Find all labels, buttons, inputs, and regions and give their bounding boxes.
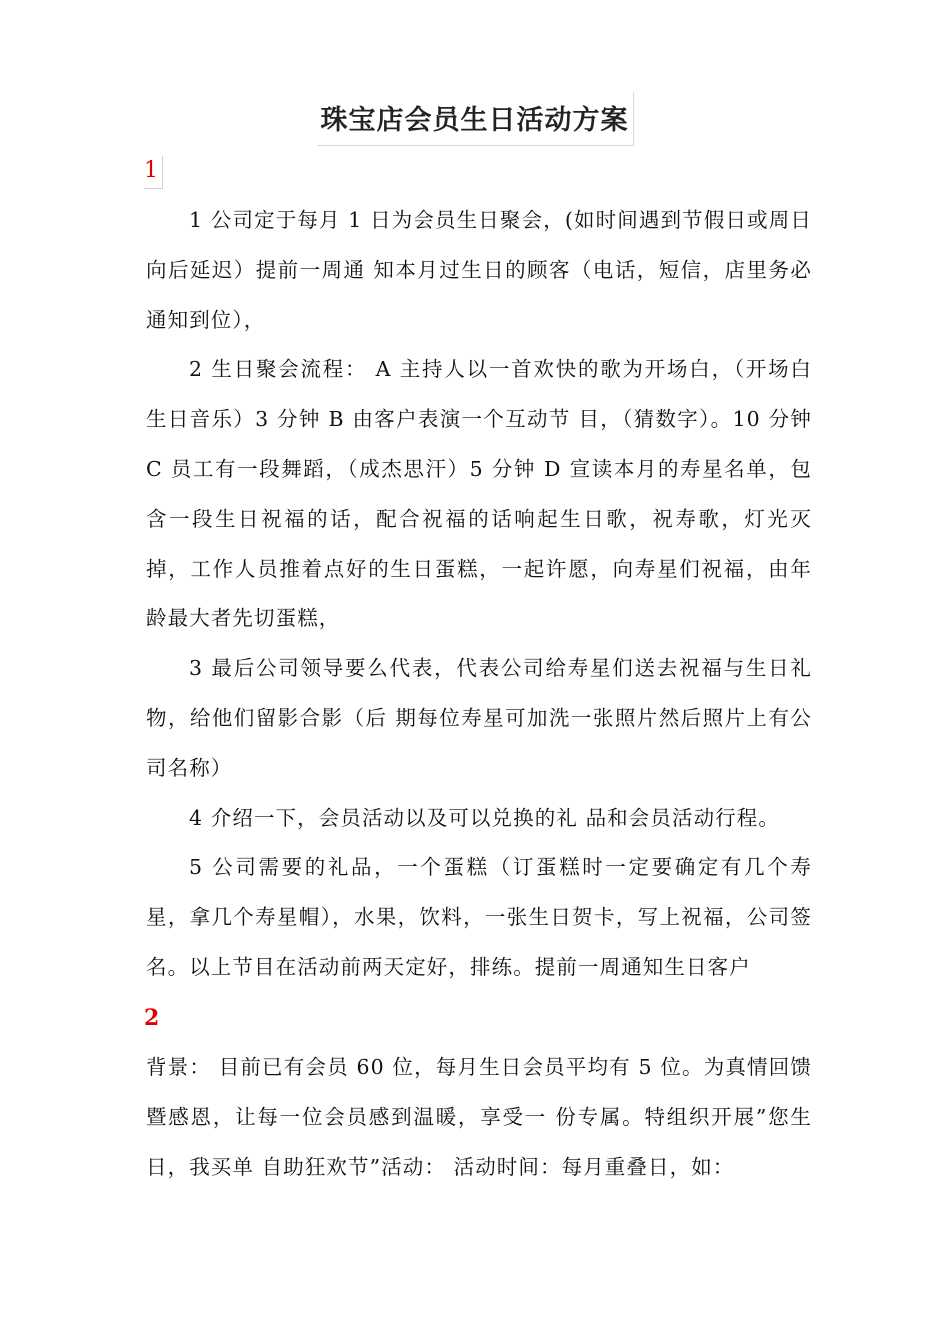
document-title: 珠宝店会员生日活动方案: [317, 92, 634, 146]
section-number-2: 2: [144, 1005, 160, 1031]
paragraph-2: 2 生日聚会流程： A 主持人以一首欢快的歌为开场白，（开场白生日音乐）3 分钟 B 由客户表演一个互动节 目，（猜数字）。10 分钟 C 员工有一段舞蹈，（成杰思汗）5 分钟 D 宣读本月的寿星名单，包含一段生日祝福的话，配合祝福的话响起生日歌，祝寿歌，灯光灭掉，工作人员推着点好的生日蛋糕，一起许愿，向寿星们祝福，由年龄最大者先切蛋糕，: [146, 357, 812, 631]
section-number-1: 1: [144, 156, 163, 189]
paragraph-5: 5 公司需要的礼品，一个蛋糕（订蛋糕时一定要确定有几个寿星，拿几个寿星帽），水果，饮料，一张生日贺卡，写上祝福，公司签名。以上节目在活动前两天定好，排练。提前一周通知生日客户: [146, 855, 812, 979]
section-2-body: [146, 1043, 812, 1192]
title-container: [0, 92, 950, 146]
background-paragraph: 背景： 目前已有会员 60 位，每月生日会员平均有 5 位。为真情回馈暨感恩，让每一位会员感到温暖，享受一 份专属。特组织开展”您生日，我买单 自助狂欢节”活动： 活动时间：每月重叠日，如：: [146, 1055, 812, 1179]
paragraph-4: 4 介绍一下，会员活动以及可以兑换的礼 品和会员活动行程。: [189, 805, 780, 830]
section-1-body: [146, 196, 812, 993]
paragraph-1: 1 公司定于每月 1 日为会员生日聚会，(如时间遇到节假日或周日向后延迟）提前一周通 知本月过生日的顾客（电话，短信，店里务必通知到位），: [146, 208, 812, 332]
paragraph-3: 3 最后公司领导要么代表，代表公司给寿星们送去祝福与生日礼物，给他们留影合影（后 期每位寿星可加洗一张照片然后照片上有公司名称）: [146, 656, 812, 780]
